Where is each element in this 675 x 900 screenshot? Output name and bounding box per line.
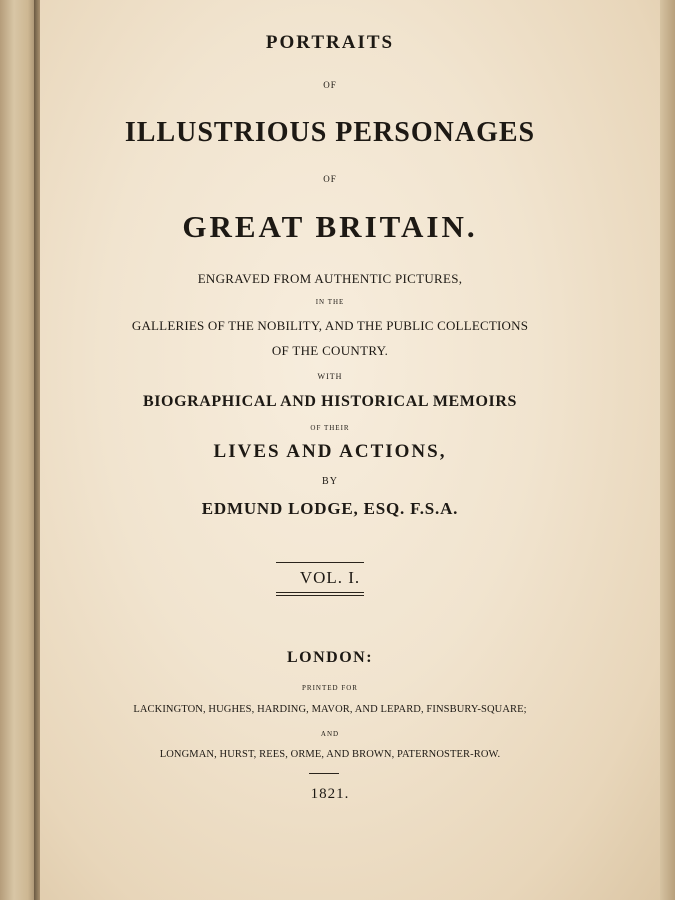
connector-of-their: OF THEIR — [310, 424, 350, 432]
divider-rule — [309, 773, 339, 774]
subtitle-galleries: GALLERIES OF THE NOBILITY, AND THE PUBLIC COLLECTIONS — [131, 318, 529, 333]
connector-of: OF — [323, 174, 337, 184]
imprint-city: LONDON: — [286, 649, 374, 666]
subtitle-country: OF THE COUNTRY. — [271, 343, 389, 358]
imprint-printed-for: PRINTED FOR — [302, 684, 358, 692]
divider-rule — [276, 595, 364, 596]
divider-rule — [276, 562, 364, 563]
imprint-publisher-2: LONGMAN, HURST, REES, ORME, AND BROWN, PATERNOSTER-ROW. — [159, 749, 501, 760]
heading-portraits: PORTRAITS — [265, 32, 395, 53]
author-name: EDMUND LODGE, ESQ. F.S.A. — [201, 499, 459, 518]
imprint-publisher-1: LACKINGTON, HUGHES, HARDING, MAVOR, AND LEPARD, FINSBURY-SQUARE; — [133, 704, 527, 715]
volume-label: VOL. I. — [299, 568, 361, 587]
heading-lives-and-actions: LIVES AND ACTIONS, — [213, 441, 447, 462]
publication-year: 1821. — [310, 786, 350, 802]
connector-by: BY — [322, 476, 338, 487]
heading-great-britain: GREAT BRITAIN. — [182, 209, 478, 244]
subtitle-engraved: ENGRAVED FROM AUTHENTIC PICTURES, — [197, 271, 463, 286]
connector-in-the: IN THE — [315, 298, 345, 306]
divider-rule — [276, 592, 364, 593]
connector-with: WITH — [317, 372, 343, 381]
heading-illustrious-personages: ILLUSTRIOUS PERSONAGES — [124, 117, 536, 148]
imprint-and: AND — [320, 730, 340, 738]
heading-memoirs: BIOGRAPHICAL AND HISTORICAL MEMOIRS — [142, 393, 518, 410]
connector-of: OF — [323, 80, 337, 90]
page-edge-right — [660, 0, 675, 900]
